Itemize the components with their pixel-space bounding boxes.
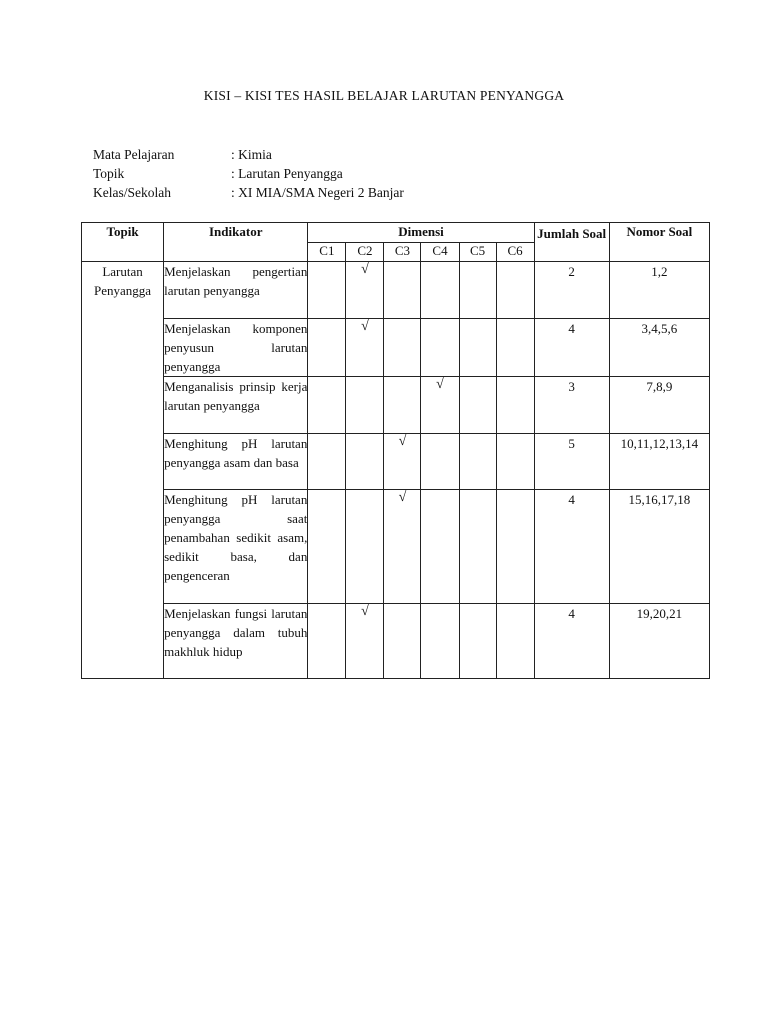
meta-value: : XI MIA/SMA Negeri 2 Banjar: [231, 185, 404, 200]
check-mark: √: [398, 434, 407, 449]
dimensi-cell-c1: [308, 319, 346, 377]
dimensi-cell-c6: [496, 604, 534, 679]
meta-row-class: [93, 183, 404, 202]
nomor-soal-cell: 1,2: [609, 262, 709, 319]
header-dimensi-c3: C3: [384, 243, 421, 262]
header-topik: Topik: [82, 223, 164, 262]
header-jumlah-soal: Jumlah Soal: [534, 223, 609, 262]
jumlah-soal-cell: 2: [534, 262, 609, 319]
meta-label: Kelas/Sekolah: [93, 185, 171, 200]
meta-value: : Kimia: [231, 147, 272, 162]
check-mark: √: [436, 377, 444, 392]
indikator-cell: Menghitung pH larutan penyangga asam dan basa: [164, 434, 308, 490]
dimensi-cell-c4: [421, 262, 459, 319]
jumlah-soal-cell: 5: [534, 434, 609, 490]
indikator-cell: Menghitung pH larutan penyangga saat penambahan sedikit asam, sedikit basa, dan pengenceran: [164, 490, 308, 604]
dimensi-cell-c4: [421, 319, 459, 377]
meta-label: Topik: [93, 166, 125, 181]
check-mark: √: [361, 319, 369, 334]
indikator-cell: Menjelaskan komponen penyusun larutan penyangga: [164, 319, 308, 377]
header-nomor-soal: Nomor Soal: [609, 223, 709, 262]
dimensi-cell-c5: [459, 604, 496, 679]
table-row: [82, 319, 710, 377]
topik-cell: Larutan Penyangga: [82, 262, 164, 679]
dimensi-cell-c6: [496, 319, 534, 377]
indikator-cell: Menjelaskan fungsi larutan penyangga dalam tubuh makhluk hidup: [164, 604, 308, 679]
check-mark: √: [361, 604, 369, 619]
meta-row-topic: [93, 164, 404, 183]
dimensi-cell-c5: [459, 262, 496, 319]
dimensi-cell-c6: [496, 262, 534, 319]
dimensi-cell-c3: [384, 434, 421, 490]
dimensi-cell-c1: [308, 490, 346, 604]
indikator-cell: Menganalisis prinsip kerja larutan penyangga: [164, 377, 308, 434]
dimensi-cell-c6: [496, 490, 534, 604]
jumlah-soal-cell: 3: [534, 377, 609, 434]
dimensi-cell-c2: [346, 377, 384, 434]
check-mark: √: [398, 490, 407, 505]
jumlah-soal-cell: 4: [534, 319, 609, 377]
header-dimensi: Dimensi: [308, 223, 534, 243]
jumlah-soal-cell: 4: [534, 604, 609, 679]
dimensi-cell-c2: [346, 319, 384, 377]
header-dimensi-c6: C6: [496, 243, 534, 262]
check-mark: √: [361, 262, 369, 277]
meta-label: Mata Pelajaran: [93, 147, 175, 162]
table-row: [82, 434, 710, 490]
dimensi-cell-c5: [459, 490, 496, 604]
dimensi-cell-c3: [384, 319, 421, 377]
dimensi-cell-c5: [459, 319, 496, 377]
dimensi-cell-c6: [496, 434, 534, 490]
header-indikator: Indikator: [164, 223, 308, 262]
dimensi-cell-c2: [346, 434, 384, 490]
kisi-table: [81, 222, 710, 679]
dimensi-cell-c3: [384, 490, 421, 604]
header-dimensi-c4: C4: [421, 243, 459, 262]
dimensi-cell-c3: [384, 604, 421, 679]
header-dimensi-c2: C2: [346, 243, 384, 262]
dimensi-cell-c2: [346, 262, 384, 319]
dimensi-cell-c1: [308, 604, 346, 679]
table-row: [82, 604, 710, 679]
dimensi-cell-c5: [459, 377, 496, 434]
meta-row-subject: [93, 145, 404, 164]
document-title: KISI – KISI TES HASIL BELAJAR LARUTAN PENYANGGA: [203, 88, 565, 103]
dimensi-cell-c4: [421, 490, 459, 604]
meta-value: : Larutan Penyangga: [231, 166, 343, 181]
dimensi-cell-c1: [308, 262, 346, 319]
dimensi-cell-c4: [421, 434, 459, 490]
dimensi-cell-c3: [384, 377, 421, 434]
dimensi-cell-c1: [308, 434, 346, 490]
document-meta: [93, 145, 404, 202]
dimensi-cell-c2: [346, 490, 384, 604]
nomor-soal-cell: 10,11,12,13,14: [609, 434, 709, 490]
table-row: [82, 262, 710, 319]
header-dimensi-c5: C5: [459, 243, 496, 262]
table-row: [82, 490, 710, 604]
dimensi-cell-c4: [421, 604, 459, 679]
dimensi-cell-c5: [459, 434, 496, 490]
indikator-cell: Menjelaskan pengertian larutan penyangga: [164, 262, 308, 319]
nomor-soal-cell: 3,4,5,6: [609, 319, 709, 377]
header-dimensi-c1: C1: [308, 243, 346, 262]
dimensi-cell-c2: [346, 604, 384, 679]
dimensi-cell-c6: [496, 377, 534, 434]
nomor-soal-cell: 19,20,21: [609, 604, 709, 679]
nomor-soal-cell: 7,8,9: [609, 377, 709, 434]
table-row: [82, 377, 710, 434]
jumlah-soal-cell: 4: [534, 490, 609, 604]
dimensi-cell-c4: [421, 377, 459, 434]
nomor-soal-cell: 15,16,17,18: [609, 490, 709, 604]
dimensi-cell-c3: [384, 262, 421, 319]
dimensi-cell-c1: [308, 377, 346, 434]
